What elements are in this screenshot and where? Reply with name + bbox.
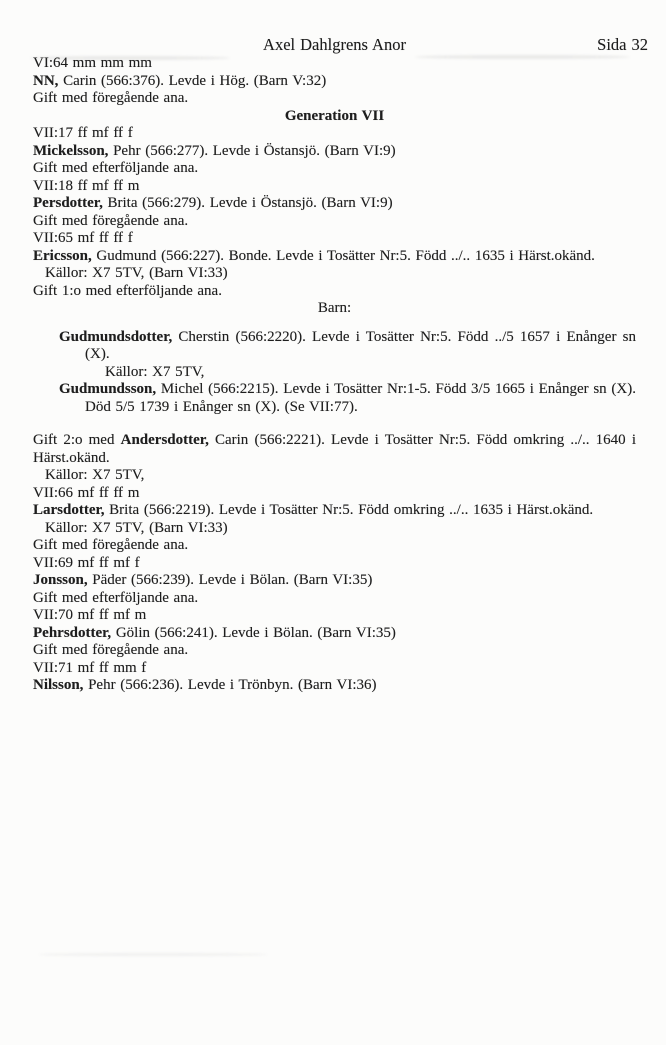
ancestor-ref: VII:70 mf ff mf m	[33, 607, 147, 623]
person-surname: NN,	[33, 72, 59, 89]
person-line	[33, 625, 636, 643]
document-title: Axel Dahlgrens Anor	[263, 35, 406, 54]
person-details: Michel (566:2215). Levde i Tosätter Nr:1-5. Född 3/5 1665 i Enånger sn (X). Död 5/5 1739 i Enånger sn (X). (Se VII:77).	[85, 381, 636, 415]
person-details: Päder (566:239). Levde i Bölan. (Barn VI:35)	[87, 572, 373, 588]
marriage-note: Gift med efterföljande ana.	[33, 160, 199, 176]
person-surname: Persdotter,	[33, 195, 103, 211]
marriage-note: Gift med föregående ana.	[33, 212, 189, 229]
ancestor-entry	[33, 125, 636, 160]
person-surname: Mickelsson,	[33, 142, 109, 159]
ancestor-ref: VII:69 mf ff mf f	[33, 554, 140, 571]
person-details: Carin (566:376). Levde i Hög. (Barn V:32)	[58, 72, 327, 89]
ancestor-ref: VII:66 mf ff ff m	[33, 484, 140, 501]
scan-smudge	[415, 55, 630, 59]
person-details: Carin (566:2221). Levde i Tosätter Nr:5. Född omkring ../.. 1640 i Härst.okänd.	[33, 432, 636, 466]
sources-line: Källor: X7 5TV, (Barn VI:33)	[45, 265, 228, 281]
generation-heading: Generation VII	[284, 107, 385, 124]
person-details: Pehr (566:277). Levde i Östansjö. (Barn VI:9)	[108, 142, 396, 159]
page-header	[33, 35, 648, 55]
person-surname: Pehrsdotter,	[33, 624, 112, 641]
person-details: Cherstin (566:2220). Levde i Tosätter Nr:5. Född ../5 1657 i Enånger sn (X).	[85, 328, 636, 362]
ancestor-ref: VII:71 mf ff mm f	[33, 659, 147, 676]
person-surname: Larsdotter,	[33, 502, 105, 518]
ancestor-entry	[33, 230, 636, 283]
person-surname: Andersdotter,	[120, 432, 209, 448]
person-line	[33, 502, 636, 520]
ancestor-entry	[33, 607, 636, 642]
ancestor-ref: VII:65 mf ff ff f	[33, 230, 133, 246]
person-surname: Ericsson,	[33, 247, 92, 264]
marriage-note: Gift med föregående ana.	[33, 537, 189, 553]
person-surname: Gudmundsson,	[59, 381, 157, 397]
child-line	[33, 381, 636, 416]
person-line	[33, 572, 636, 590]
marriage-note: Gift med efterföljande ana.	[33, 589, 199, 606]
marriage-note: Gift med föregående ana.	[33, 642, 189, 658]
ancestor-entry	[33, 660, 636, 695]
person-line	[33, 73, 636, 91]
person-line	[33, 143, 636, 161]
person-line	[33, 677, 636, 695]
person-details: Brita (566:279). Levde i Östansjö. (Barn VI:9)	[102, 195, 393, 211]
scan-smudge	[30, 56, 230, 60]
child-entry	[33, 329, 636, 382]
person-details: Gölin (566:241). Levde i Bölan. (Barn VI:35)	[111, 624, 396, 641]
person-surname: Jonsson,	[33, 572, 88, 588]
person-details: Pehr (566:236). Levde i Trönbyn. (Barn VI:36)	[83, 677, 377, 693]
sources-line: Källor: X7 5TV, (Barn VI:33)	[45, 519, 228, 536]
page-number: Sida 32	[597, 35, 648, 54]
children-heading: Barn:	[317, 300, 352, 316]
person-line	[33, 248, 636, 266]
ancestor-ref: VI:64 mm mm mm	[33, 55, 152, 71]
marriage-note: Gift 1:o med efterföljande ana.	[33, 282, 222, 299]
person-surname: Nilsson,	[33, 677, 84, 693]
ancestor-entry	[33, 555, 636, 590]
person-line	[33, 195, 636, 213]
scan-smudge	[38, 953, 268, 956]
marriage-prefix: Gift 2:o med	[33, 432, 121, 448]
person-surname: Gudmundsdotter,	[59, 328, 173, 345]
sources-line: Källor: X7 5TV,	[45, 467, 145, 483]
ancestor-ref: VII:18 ff mf ff m	[33, 177, 140, 194]
ancestor-entry	[33, 178, 636, 213]
marriage-line	[33, 432, 636, 467]
marriage-entry	[33, 432, 636, 485]
sources-line: Källor: X7 5TV,	[105, 363, 205, 380]
person-details: Gudmund (566:227). Bonde. Levde i Tosätter Nr:5. Född ../.. 1635 i Härst.okänd.	[91, 247, 595, 264]
child-line	[33, 329, 636, 364]
person-details: Brita (566:2219). Levde i Tosätter Nr:5. Född omkring ../.. 1635 i Härst.okänd.	[104, 502, 594, 518]
child-entry	[33, 381, 636, 416]
ancestor-ref: VII:17 ff mf ff f	[33, 125, 133, 141]
ancestor-entry	[33, 485, 636, 538]
marriage-note: Gift med föregående ana.	[33, 90, 189, 106]
ancestor-entry	[33, 55, 636, 90]
